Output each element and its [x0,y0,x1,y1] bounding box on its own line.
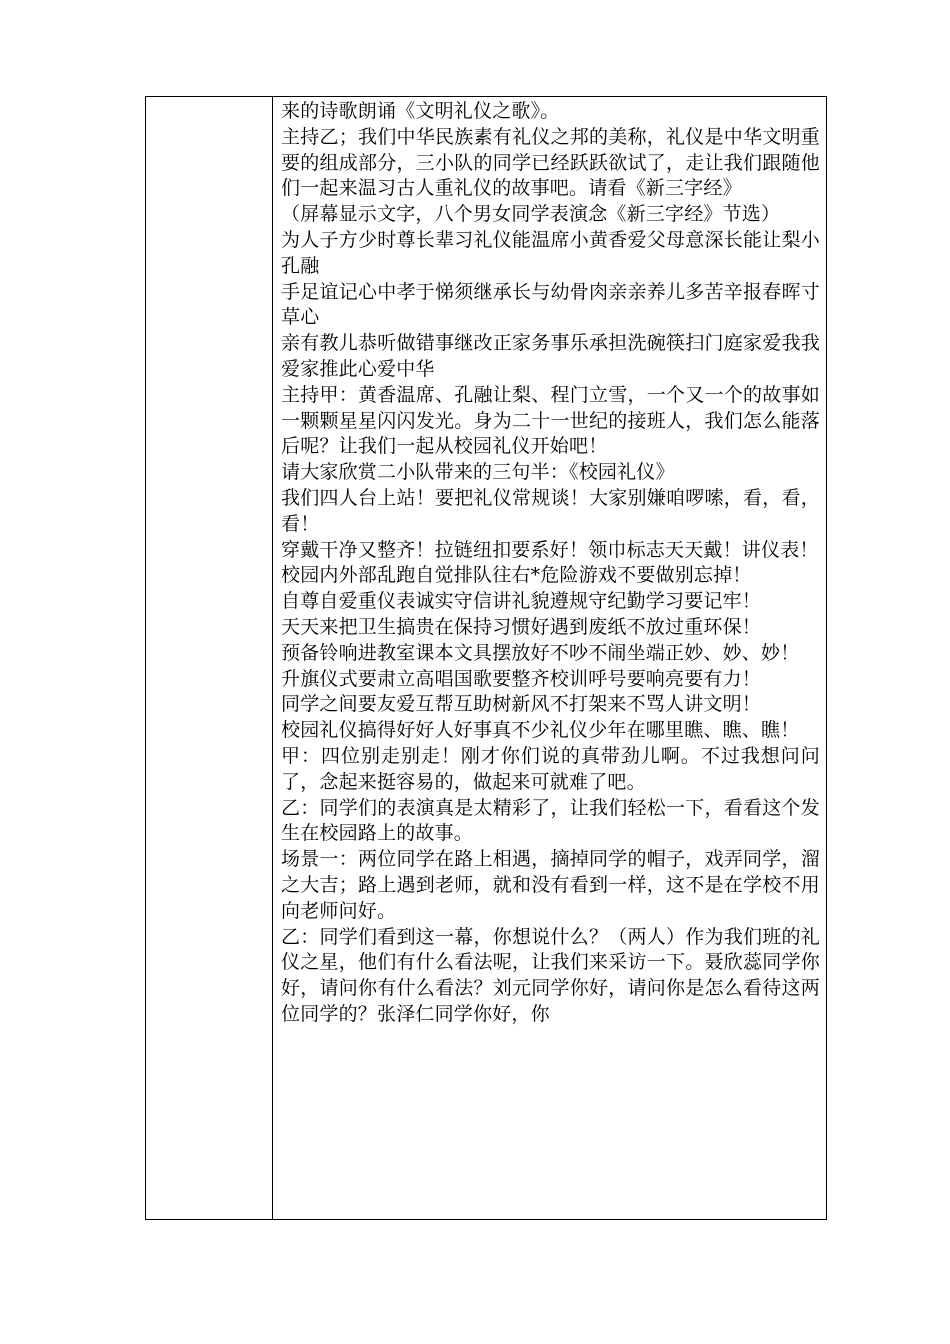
paragraph: 校园礼仪搞得好好人好事真不少礼仪少年在哪里瞧、瞧、瞧！ [281,719,800,742]
paragraph: 请大家欣赏二小队带来的三句半：《校园礼仪》 [281,461,675,484]
paragraph: 天天来把卫生搞贵在保持习惯好遇到废纸不放过重环保！ [281,615,762,638]
paragraph: （屏幕显示文字，八个男女同学表演念《新三字经》节选） [281,203,781,226]
table-left-column [146,97,273,1219]
paragraph: 亲有教儿恭听做错事继改正家务事乐承担洗碗筷扫门庭家爱我我爱家推此心爱中华 [281,332,820,380]
paragraph: 甲：四位别走别走！刚才你们说的真带劲儿啊。不过我想问问了，念起来挺容易的，做起来可就难了吧。 [281,744,820,793]
paragraph: 自尊自爱重仪表诚实守信讲礼貌遵规守纪勤学习要记牢！ [281,590,762,613]
paragraph: 我们四人台上站！要把礼仪常规谈！大家别嫌咱啰嗦，看，看，看！ [281,486,820,535]
paragraph: 升旗仪式要肃立高唱国歌要整齐校训呼号要响亮要有力！ [281,667,762,690]
paragraph: 乙：同学们看到这一幕，你想说什么？（两人）作为我们班的礼仪之星，他们有什么看法呢，让我们来采访一下。聂欣蕊同学你好，请问你有什么看法？刘元同学你好，请问你是怎么看待这两位同学的？张泽仁同学你好，你 [281,925,820,1025]
paragraph: 主持乙；我们中华民族素有礼仪之邦的美称，礼仪是中华文明重要的组成部分，三小队的同学已经跃跃欲试了，走让我们跟随他们一起来温习古人重礼仪的故事吧。请看《新三字经》 [281,125,820,200]
paragraph: 主持甲：黄香温席、孔融让梨、程门立雪，一个又一个的故事如一颗颗星星闪闪发光。身为二十一世纪的接班人，我们怎么能落后呢？让我们一起从校园礼仪开始吧！ [281,383,820,458]
table-right-column [273,97,826,1219]
paragraph: 手足谊记心中孝于悌须继承长与幼骨肉亲亲养儿多苦辛报春晖寸草心 [281,280,820,329]
paragraph: 场景一：两位同学在路上相遇，摘掉同学的帽子，戏弄同学，溜之大吉；路上遇到老师，就和没有看到一样，这不是在学校不用向老师问好。 [281,848,820,922]
content-table [145,96,827,1220]
paragraph: 为人子方少时尊长辈习礼仪能温席小黄香爱父母意深长能让梨小孔融 [281,228,820,277]
paragraph: 预备铃响进教室课本文具摆放好不吵不闹坐端正妙、妙、妙！ [281,641,800,664]
paragraph: 同学之间要友爱互帮互助树新风不打架来不骂人讲文明！ [281,693,762,716]
paragraph: 校园内外部乱跑自觉排队往右*危险游戏不要做别忘掉！ [281,564,752,587]
paragraph: 来的诗歌朗诵《文明礼仪之歌》。 [281,100,560,122]
paragraph: 乙：同学们的表演真是太精彩了，让我们轻松一下，看看这个发生在校园路上的故事。 [281,796,820,845]
paragraph: 穿戴干净又整齐！拉链纽扣要系好！领巾标志天天戴！讲仪表！ [281,538,819,561]
